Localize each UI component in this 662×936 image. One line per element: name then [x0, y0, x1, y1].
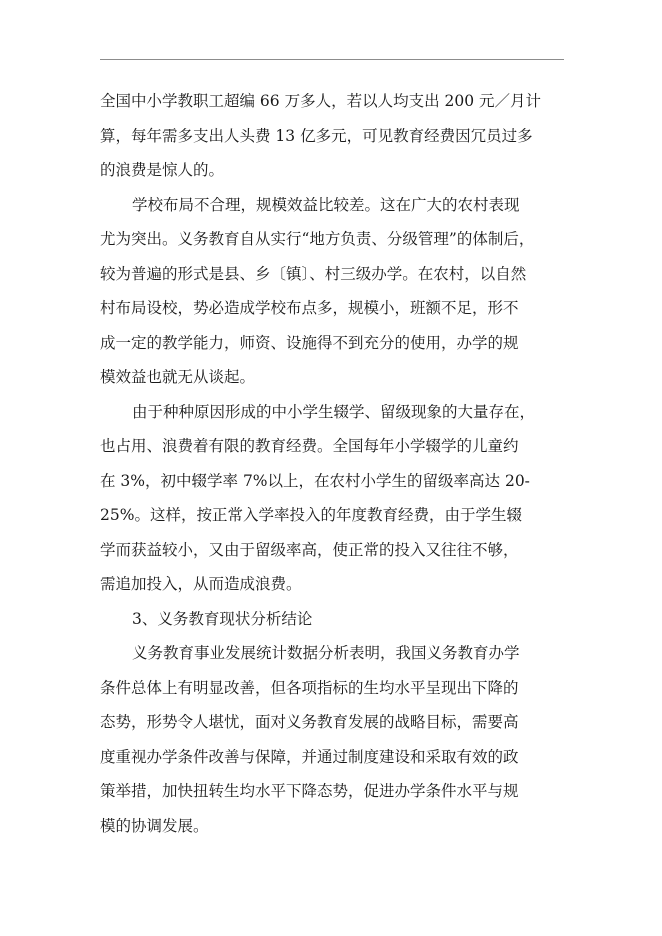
paragraph-line: 模效益也就无从谈起。	[100, 368, 256, 386]
paragraph-line: 尤为突出。义务教育自从实行“地方负责、分级管理”的体制后，	[100, 230, 535, 248]
paragraph-line: 态势，形势令人堪忧，面对义务教育发展的战略目标，需要高	[100, 713, 519, 731]
paragraph-line: 25%。这样，按正常入学率投入的年度教育经费，由于学生辍	[100, 506, 522, 524]
paragraph-line: 算，每年需多支出人头费 13 亿多元，可见教育经费因冗员过多	[100, 126, 533, 145]
paragraph-school-layout	[100, 188, 564, 395]
paragraph-line: 成一定的教学能力，师资、设施得不到充分的使用，办学的规	[100, 333, 519, 352]
paragraph-line: 也占用、浪费着有限的教育经费。全国每年小学辍学的儿童约	[100, 437, 519, 455]
document-body	[100, 84, 564, 843]
paragraph-line: 学校布局不合理，规模效益比较差。这在广大的农村表现	[132, 195, 520, 214]
paragraph-line: 的浪费是惊人的。	[100, 161, 225, 179]
paragraph-line: 条件总体上有明显改善，但各项指标的生均水平呈现出下降的	[100, 678, 519, 697]
paragraph-conclusion	[100, 636, 564, 843]
header-rule	[100, 59, 564, 60]
section-heading-text: 3、义务教育现状分析结论	[132, 609, 313, 628]
paragraph-line: 策举措，加快扭转生均水平下降态势，促进办学条件水平与规	[100, 782, 519, 800]
paragraph-staff-overstaffing	[100, 84, 564, 188]
section-heading	[100, 602, 564, 637]
paragraph-line: 度重视办学条件改善与保障，并通过制度建设和采取有效的政	[100, 747, 519, 766]
paragraph-line: 由于种种原因形成的中小学生辍学、留级现象的大量存在，	[132, 402, 536, 421]
paragraph-line: 较为普遍的形式是县、乡〔镇〕、村三级办学。在农村，以自然	[100, 264, 527, 283]
paragraph-line: 学而获益较小，又由于留级率高，使正常的投入又往往不够，	[100, 540, 519, 559]
paragraph-line: 模的协调发展。	[100, 816, 209, 835]
paragraph-line: 义务教育事业发展统计数据分析表明，我国义务教育办学	[132, 644, 520, 662]
paragraph-line: 全国中小学教职工超编 66 万多人，若以人均支出 200 元／月计	[100, 92, 542, 110]
paragraph-line: 在 3%，初中辍学率 7%以上，在农村小学生的留级率高达 20-	[100, 471, 530, 490]
paragraph-line: 需追加投入，从而造成浪费。	[100, 575, 302, 593]
paragraph-dropout-repetition	[100, 395, 564, 602]
paragraph-line: 村布局设校，势必造成学校布点多，规模小，班额不足，形不	[100, 299, 519, 317]
